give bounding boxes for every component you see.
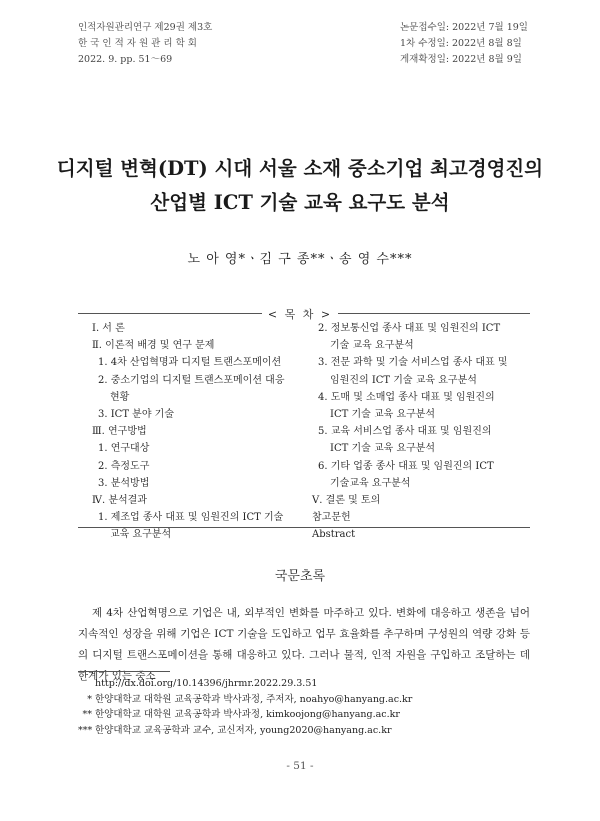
accepted-date: 게재확정일: 2022년 8월 9일	[400, 54, 522, 65]
toc-item: 2. 측정도구	[98, 460, 150, 472]
submission-dates	[400, 20, 528, 68]
toc-title: < 목 차 >	[262, 308, 338, 321]
toc-item: 6. 기타 업종 종사 대표 및 임원진의 ICT	[318, 460, 494, 472]
toc-item: 1. 연구대상	[98, 443, 150, 455]
toc-item: 1. 4차 산업혁명과 디지털 트랜스포메이션	[98, 357, 282, 369]
footnote-text: 한양대학교 교육공학과 교수, 교신저자, young2020@hanyang.ac.kr	[95, 724, 392, 736]
revised-date: 1차 수정일: 2022년 8월 8일	[400, 38, 522, 49]
toc-item: 기술교육 요구분석	[330, 477, 411, 489]
footnote	[78, 707, 412, 723]
paper-title	[0, 152, 600, 220]
title-line-1: 디지털 변혁(DT) 시대 서울 소재 중소기업 최고경영진의	[56, 157, 544, 180]
toc-item: 4. 도매 및 소매업 종사 대표 및 임원진의	[318, 391, 495, 403]
toc-item: ICT 기술 교육 요구분석	[330, 409, 436, 421]
journal-name: 인적자원관리연구 제29권 제3호	[78, 22, 213, 33]
society-name: 한 국 인 적 자 원 관 리 학 회	[78, 38, 197, 49]
toc-item: 교육 요구분석	[110, 529, 172, 541]
toc-item: 2. 정보통신업 종사 대표 및 임원진의 ICT	[318, 323, 501, 334]
toc-item: Ⅰ. 서 론	[92, 323, 125, 334]
toc-item: Ⅳ. 분석결과	[92, 495, 147, 507]
received-date: 논문접수일: 2022년 7월 19일	[400, 22, 528, 33]
toc-item: 3. ICT 분야 기술	[98, 409, 174, 421]
footnote-mark: *	[87, 693, 92, 705]
authors: 노 아 영*ㆍ김 구 종**ㆍ송 영 수***	[187, 252, 413, 267]
toc-item: 3. 전문 과학 및 기술 서비스업 종사 대표 및	[318, 357, 508, 369]
footnote	[78, 692, 412, 708]
toc-item: 5. 교육 서비스업 종사 대표 및 임원진의	[318, 426, 492, 438]
footnotes	[78, 676, 412, 738]
footnote-text: 한양대학교 대학원 교육공학과 박사과정, 주저자, noahyo@hanyang.ac.kr	[95, 693, 413, 705]
toc-item: ICT 기술 교육 요구분석	[330, 443, 436, 455]
footnote	[78, 723, 412, 739]
title-line-2: 산업별 ICT 기술 교육 요구도 분석	[150, 191, 450, 214]
toc-item: 3. 분석방법	[98, 477, 150, 489]
toc-right-column	[312, 320, 522, 544]
footnote-divider	[78, 671, 170, 672]
toc-item: Ⅱ. 이론적 배경 및 연구 문제	[92, 340, 215, 352]
toc-item: 1. 제조업 종사 대표 및 임원진의 ICT 기술	[98, 512, 284, 524]
issue-pages: 2022. 9. pp. 51～69	[78, 54, 173, 65]
toc-item: Ⅲ. 연구방법	[92, 426, 147, 438]
footnote	[78, 676, 412, 692]
footnote-mark: **	[82, 709, 92, 720]
toc-item: 참고문헌	[312, 512, 351, 524]
toc-item: 2. 중소기업의 디지털 트랜스포메이션 대응	[98, 374, 285, 386]
footnote-mark: ***	[78, 724, 93, 736]
toc-left-column	[92, 320, 297, 544]
footnote-text: http://dx.doi.org/10.14396/jhrmr.2022.29.3.51	[95, 678, 318, 689]
korean-abstract-title: 국문초록	[274, 569, 326, 584]
korean-abstract-text: 제 4차 산업혁명으로 기업은 내, 외부적인 변화를 마주하고 있다. 변화에 대응하고 생존을 넘어 지속적인 성장을 위해 기업은 ICT 기술을 도입하고 업무 효율화를 추구하며 구성원의 역량 강화 등의 디지털 트랜스포메이션을 통해 대응하고 있다. 그러나 물적, 인적 자원을 구입하고 조달하는 데 한계가 있는 중소	[78, 607, 530, 682]
toc-item: 현황	[110, 391, 130, 403]
footnote-text: 한양대학교 대학원 교육공학과 박사과정, kimkoojong@hanyang.ac.kr	[95, 709, 400, 720]
journal-info	[78, 20, 212, 68]
toc-item: Ⅴ. 결론 및 토의	[312, 495, 381, 507]
page-number: - 51 -	[286, 760, 314, 772]
toc-item: 임원진의 ICT 기술 교육 요구분석	[330, 374, 477, 386]
toc-item: 기술 교육 요구분석	[330, 340, 414, 352]
toc-item: Abstract	[312, 529, 356, 541]
